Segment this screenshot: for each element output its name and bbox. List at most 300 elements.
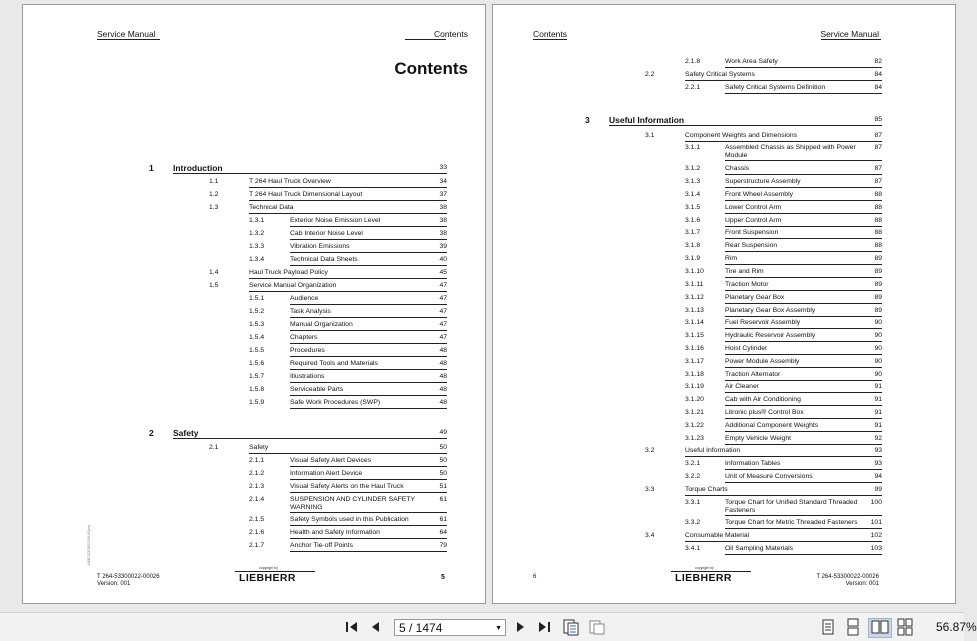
toc-entry-number: 3.3 [645, 486, 655, 493]
toc-entry[interactable] [585, 519, 882, 529]
toc-entry-rule [290, 226, 447, 227]
toc-entry[interactable] [149, 269, 447, 279]
toc-entry[interactable] [149, 386, 447, 396]
toc-entry-number: 3.1 [645, 132, 655, 139]
toc-entry[interactable] [585, 447, 882, 457]
toc-entry-number: 1.5.8 [249, 386, 265, 393]
page-number: 5 [441, 574, 445, 581]
toc-entry-page: 88 [874, 229, 882, 236]
toc-entry[interactable] [585, 409, 882, 419]
toc-entry[interactable] [585, 383, 882, 393]
toc-entry-page: 48 [439, 360, 447, 367]
toc-entry-title: Cab with Air Conditioning [725, 396, 801, 403]
toc-entry-number: 1.5.6 [249, 360, 265, 367]
toc-entry-rule [725, 554, 882, 555]
toc-entry-rule [685, 141, 882, 142]
toc-entry-number: 3 [585, 115, 590, 125]
toc-entry-number: 3.3.1 [685, 499, 701, 506]
toc-entry-title: Safe Work Procedures (SWP) [290, 399, 381, 406]
toc-entry-rule [725, 482, 882, 483]
toc-entry-page: 93 [874, 460, 882, 467]
toc-entry-page: 40 [439, 256, 447, 263]
toc-entry-title: Visual Safety Alert Devices [290, 457, 372, 464]
toc-entry-rule [725, 380, 882, 381]
toc-entry-page: 87 [874, 144, 882, 151]
toc-entry[interactable] [585, 191, 882, 201]
thumbnails-icon[interactable] [562, 618, 580, 636]
toc-entry-number: 3.1.23 [685, 435, 704, 442]
toc-entry-title: Task Analysis [290, 308, 331, 315]
doc-version: Version: 001 [97, 581, 131, 587]
toc-entry-rule [290, 369, 447, 370]
liebherr-logo: LIEBHERR [675, 572, 732, 584]
toc-entry[interactable] [585, 294, 882, 304]
toc-entry[interactable] [585, 345, 882, 355]
toc-entry-number: 3.1.9 [685, 255, 701, 262]
toc-entry[interactable] [585, 358, 882, 368]
doc-number: T 264-53300022-00026 [97, 574, 160, 580]
toc-entry-number: 3.1.5 [685, 204, 701, 211]
toc-entry[interactable] [149, 256, 447, 266]
toc-entry-page: 103 [870, 545, 882, 552]
toc-entry-rule [249, 187, 447, 188]
toc-entry-number: 2.1.4 [249, 496, 265, 503]
toc-entry-page: 87 [874, 132, 882, 139]
toc-entry-title: Technical Data Sheets [290, 256, 358, 263]
toc-entry-title: Air Cleaner [725, 383, 759, 390]
toc-entry[interactable] [149, 516, 447, 526]
toc-entry-title: Serviceable Parts [290, 386, 344, 393]
document-page-5 [22, 4, 486, 604]
header-rule [97, 39, 160, 40]
toc-entry-rule [290, 525, 447, 526]
first-page-icon[interactable] [344, 618, 360, 636]
toc-entry-number: 3.2 [645, 447, 655, 454]
toc-entry-title: Front Wheel Assembly [725, 191, 793, 198]
toc-entry-number: 1.5.1 [249, 295, 265, 302]
toc-entry-rule [725, 367, 882, 368]
toc-entry-title: Component Weights and Dimensions [685, 132, 798, 139]
toc-entry-page: 50 [439, 457, 447, 464]
toc-entry-number: 3.1.22 [685, 422, 704, 429]
toc-entry-rule [725, 226, 882, 227]
toc-entry-number: 2.1.3 [249, 483, 265, 490]
toc-entry[interactable] [149, 334, 447, 344]
toc-entry[interactable] [149, 230, 447, 240]
toc-entry-rule [173, 438, 447, 439]
toc-entry-rule [725, 67, 882, 68]
toc-entry-rule [290, 479, 447, 480]
toc-entry-number: 1.5.2 [249, 308, 265, 315]
toc-entry[interactable] [149, 295, 447, 305]
toc-entry-page: 51 [439, 483, 447, 490]
toc-entry-title: Chassis [725, 165, 750, 172]
toc-entry[interactable] [149, 347, 447, 357]
page-number-value: 5 / 1474 [399, 621, 443, 635]
page-header-left: Service Manual [97, 29, 156, 39]
toc-entry-number: 1.5.7 [249, 373, 265, 380]
toc-entry-title: Illustrations [290, 373, 325, 380]
toc-entry-number: 3.1.13 [685, 307, 704, 314]
toc-entry-rule [290, 343, 447, 344]
toc-entry-page: 84 [874, 71, 882, 78]
toc-entry-page: 90 [874, 371, 882, 378]
continuous-icon[interactable] [845, 618, 861, 636]
toc-entry-rule [725, 303, 882, 304]
header-rule [405, 39, 446, 40]
toc-entry-page: 84 [874, 84, 882, 91]
toc-entry-rule [609, 125, 882, 126]
toc-entry[interactable] [149, 282, 447, 292]
toc-entry[interactable] [585, 473, 882, 483]
toc-entry[interactable] [585, 371, 882, 381]
toc-entry-page: 37 [439, 191, 447, 198]
toc-entry-number: 3.1.18 [685, 371, 704, 378]
toc-entry-rule [249, 291, 447, 292]
toc-entry-rule [725, 213, 882, 214]
page-number: 6 [533, 574, 537, 580]
toc-entry-rule [290, 538, 447, 539]
toc-entry[interactable] [585, 532, 882, 542]
toc-entry-title: Introduction [173, 163, 223, 173]
toc-entry-number: 1.5.3 [249, 321, 265, 328]
toc-entry-title: Lower Control Arm [725, 204, 782, 211]
toc-entry-page: 91 [874, 409, 882, 416]
toc-entry-rule [290, 492, 447, 493]
toc-entry-rule [249, 278, 447, 279]
toc-entry-title: Service Manual Organization [249, 282, 337, 289]
toc-entry-rule [290, 265, 447, 266]
toc-entry-number: 1 [149, 163, 154, 173]
toc-entry[interactable] [149, 444, 447, 454]
toc-entry-page: 33 [439, 164, 447, 171]
toc-entry-title: Fuel Reservoir Assembly [725, 319, 801, 326]
rotate-icon[interactable] [588, 618, 606, 636]
toc-entry[interactable] [585, 435, 882, 445]
toc-entry-page: 47 [439, 334, 447, 341]
toc-entry-number: 3.1.7 [685, 229, 701, 236]
toc-entry-title: Planetary Gear Box [725, 294, 785, 301]
document-page-6 [492, 4, 956, 604]
toc-entry-page: 85 [874, 116, 882, 123]
toc-entry-rule [725, 444, 882, 445]
toc-entry-number: 3.1.21 [685, 409, 704, 416]
liebherr-logo: LIEBHERR [239, 572, 296, 584]
toc-entry-page: 82 [874, 58, 882, 65]
toc-entry-title: Hydraulic Reservoir Assembly [725, 332, 816, 339]
toc-entry[interactable] [585, 422, 882, 432]
toc-entry[interactable] [149, 163, 447, 174]
toc-entry-title: Exterior Noise Emission Level [290, 217, 381, 224]
toc-entry-number: 3.3.2 [685, 519, 701, 526]
toc-entry-rule [290, 466, 447, 467]
toc-entry-number: 1.5.9 [249, 399, 265, 406]
toc-entry-number: 2.2 [645, 71, 655, 78]
toc-entry[interactable] [149, 243, 447, 253]
toc-entry[interactable] [585, 307, 882, 317]
toc-entry[interactable] [149, 399, 447, 409]
toc-entry-number: 1.3.2 [249, 230, 265, 237]
toc-entry-rule [290, 512, 447, 513]
toc-entry[interactable] [149, 483, 447, 493]
toc-entry-page: 34 [439, 178, 447, 185]
toc-entry-rule [290, 395, 447, 396]
toc-entry-rule [290, 408, 447, 409]
toc-entry-page: 88 [874, 191, 882, 198]
toc-entry-page: 87 [874, 165, 882, 172]
toc-entry-number: 2.2.1 [685, 84, 701, 91]
previous-page-icon[interactable] [368, 618, 384, 636]
toc-entry[interactable] [585, 332, 882, 342]
toc-entry-page: 102 [870, 532, 882, 539]
single-page-icon[interactable] [820, 618, 836, 636]
toc-entry-rule [725, 418, 882, 419]
toc-entry[interactable] [585, 58, 882, 68]
toc-entry-rule [725, 200, 882, 201]
toc-entry[interactable] [585, 499, 882, 516]
toc-entry-title: Oil Sampling Materials [725, 545, 793, 552]
toc-entry-page: 48 [439, 347, 447, 354]
toc-entry-title: Audience [290, 295, 319, 302]
toc-entry-rule [290, 317, 447, 318]
toc-entry-page: 61 [439, 496, 447, 503]
toc-entry-rule [249, 200, 447, 201]
toc-entry[interactable] [149, 321, 447, 331]
toc-entry-number: 3.1.11 [685, 281, 704, 288]
toc-entry-title: Technical Data [249, 204, 294, 211]
toc-entry-page: 99 [874, 486, 882, 493]
page-header-right: Service Manual [820, 29, 879, 39]
page-header-left: Contents [533, 29, 568, 39]
toc-entry-page: 88 [874, 217, 882, 224]
continuous-facing-icon[interactable] [896, 618, 914, 636]
toc-entry-number: 2.1.7 [249, 542, 265, 549]
toc-entry-page: 91 [874, 396, 882, 403]
toc-entry[interactable] [149, 428, 447, 439]
toc-entry-page: 48 [439, 373, 447, 380]
toc-entry-title: T 264 Haul Truck Overview [249, 178, 331, 185]
toc-entry-title: Torque Chart for Unified Standard Threaded Fasteners [725, 499, 858, 514]
toc-entry-page: 47 [439, 295, 447, 302]
toc-entry-page: 90 [874, 332, 882, 339]
toc-entry-rule [725, 160, 882, 161]
toc-entry[interactable] [149, 308, 447, 318]
toc-entry-page: 94 [874, 473, 882, 480]
toc-entry-title: Useful Information [609, 115, 685, 125]
toc-entry-rule [725, 251, 882, 252]
facing-pages-icon[interactable] [868, 618, 892, 638]
toc-entry-rule [290, 382, 447, 383]
toc-entry-page: 89 [874, 281, 882, 288]
toc-entry-title: Anchor Tie-off Points [290, 542, 353, 549]
toc-entry-rule [725, 431, 882, 432]
toc-entry[interactable] [585, 132, 882, 142]
toc-entry[interactable] [149, 204, 447, 214]
toc-entry[interactable] [585, 229, 882, 239]
toc-entry[interactable] [149, 470, 447, 480]
toc-entry-number: 1.2 [209, 191, 219, 198]
doc-number: T 264-53300022-00026 [816, 574, 879, 580]
toc-entry[interactable] [585, 115, 882, 126]
toc-entry-number: 3.1.2 [685, 165, 701, 172]
toc-entry-title: Procedures [290, 347, 325, 354]
toc-entry-rule [725, 354, 882, 355]
toc-entry-title: Rear Suspension [725, 242, 778, 249]
toc-entry-page: 89 [874, 268, 882, 275]
page-header-right: Contents [433, 29, 468, 39]
toc-entry-rule [725, 469, 882, 470]
page-title: Contents [394, 59, 468, 78]
toc-entry-page: 91 [874, 422, 882, 429]
toc-entry-title: Vibration Emissions [290, 243, 350, 250]
toc-entry-page: 49 [439, 429, 447, 436]
toc-entry-rule [725, 328, 882, 329]
toc-entry-page: 45 [439, 269, 447, 276]
toc-entry-rule [290, 252, 447, 253]
toc-entry[interactable] [585, 165, 882, 175]
toc-entry-number: 2.1.8 [685, 58, 701, 65]
toc-entry-title: Litronic plus® Control Box [725, 409, 804, 416]
toc-entry-rule [725, 405, 882, 406]
toc-entry[interactable] [585, 144, 882, 161]
toc-entry-page: 88 [874, 204, 882, 211]
toc-entry-title: Tire and Rim [725, 268, 764, 275]
next-page-icon[interactable] [512, 618, 528, 636]
toc-entry-number: 3.1.10 [685, 268, 704, 275]
toc-entry-number: 1.3.4 [249, 256, 265, 263]
toc-entry-page: 89 [874, 255, 882, 262]
toc-entry-number: 2.1.6 [249, 529, 265, 536]
toc-entry-title: Safety Critical Systems Definition [725, 84, 826, 91]
toc-entry-number: 1.3.1 [249, 217, 265, 224]
toc-entry-rule [725, 174, 882, 175]
toc-entry-page: 93 [874, 447, 882, 454]
toc-entry[interactable] [585, 268, 882, 278]
toc-entry-number: 3.2.2 [685, 473, 701, 480]
page-number-field[interactable] [394, 619, 506, 636]
toc-entry-page: 92 [874, 435, 882, 442]
last-page-icon[interactable] [536, 618, 552, 636]
toc-entry-title: Upper Control Arm [725, 217, 782, 224]
toc-entry-rule [290, 304, 447, 305]
toc-entry-number: 3.4.1 [685, 545, 701, 552]
toc-entry-rule [685, 456, 882, 457]
toc-entry-title: Additional Component Weights [725, 422, 819, 429]
toc-entry[interactable] [585, 396, 882, 406]
toc-entry-title: Information Tables [725, 460, 781, 467]
toc-entry[interactable] [585, 217, 882, 227]
toc-entry[interactable] [585, 281, 882, 291]
toc-entry-title: Traction Motor [725, 281, 769, 288]
toc-entry[interactable] [149, 217, 447, 227]
toc-entry-number: 3.1.12 [685, 294, 704, 301]
toc-entry-page: 100 [870, 499, 882, 506]
toc-entry-page: 79 [439, 542, 447, 549]
toc-entry-number: 3.2.1 [685, 460, 701, 467]
toc-entry-title: Traction Alternator [725, 371, 781, 378]
toc-entry-title: Safety [173, 428, 199, 438]
toc-entry-page: 88 [874, 242, 882, 249]
toc-entry-page: 50 [439, 470, 447, 477]
toc-entry-page: 101 [870, 519, 882, 526]
toc-entry-rule [725, 277, 882, 278]
toc-entry-rule [725, 515, 882, 516]
toc-entry-title: Rim [725, 255, 738, 262]
side-code: LWE/12315012/04-04(en) [87, 524, 91, 565]
toc-entry-title: Power Module Assembly [725, 358, 800, 365]
toc-entry[interactable] [149, 496, 447, 513]
toc-entry-title: Front Suspension [725, 229, 779, 236]
toc-entry-title: Safety [249, 444, 269, 451]
toc-entry[interactable] [585, 545, 882, 555]
toc-entry-number: 2.1 [209, 444, 219, 451]
toc-entry-number: 3.1.8 [685, 242, 701, 249]
copyright-text: copyright by [695, 566, 714, 570]
toc-entry[interactable] [585, 255, 882, 265]
toc-entry[interactable] [585, 319, 882, 329]
toc-entry-number: 2.1.2 [249, 470, 265, 477]
toc-entry[interactable] [149, 529, 447, 539]
toc-entry[interactable] [585, 460, 882, 470]
toc-entry-number: 3.1.3 [685, 178, 701, 185]
toc-entry-title: Haul Truck Payload Policy [249, 269, 328, 276]
toc-entry[interactable] [149, 457, 447, 467]
toc-entry-rule [725, 187, 882, 188]
toc-entry-number: 3.1.1 [685, 144, 701, 151]
toc-entry-title: Information Alert Device [290, 470, 363, 477]
toc-entry-rule [685, 80, 882, 81]
header-rule [533, 39, 567, 40]
toc-entry-number: 1.5.4 [249, 334, 265, 341]
toc-entry[interactable] [149, 373, 447, 383]
toc-entry[interactable] [149, 360, 447, 370]
toc-entry[interactable] [585, 242, 882, 252]
toc-entry-number: 1.3.3 [249, 243, 265, 250]
toc-entry-page: 90 [874, 358, 882, 365]
toc-entry-rule [685, 541, 882, 542]
toc-entry[interactable] [585, 71, 882, 81]
toc-entry[interactable] [585, 178, 882, 188]
toc-entry-rule [290, 356, 447, 357]
toc-entry[interactable] [149, 191, 447, 201]
toc-entry[interactable] [585, 84, 882, 94]
toc-entry-title: Safety Critical Systems [685, 71, 755, 78]
toc-entry-rule [249, 453, 447, 454]
header-rule [821, 39, 881, 40]
zoom-level[interactable]: 56.87% [936, 620, 977, 634]
toc-entry-page: 38 [439, 217, 447, 224]
toc-entry-number: 3.1.20 [685, 396, 704, 403]
toc-entry[interactable] [585, 204, 882, 214]
toc-entry-page: 61 [439, 516, 447, 523]
toc-entry[interactable] [585, 486, 882, 496]
toc-entry-page: 48 [439, 386, 447, 393]
toc-entry-title: Manual Organization [290, 321, 353, 328]
toc-entry-page: 90 [874, 345, 882, 352]
toc-entry-rule [290, 551, 447, 552]
chevron-down-icon[interactable]: ▼ [495, 625, 502, 632]
toc-entry-title: SUSPENSION AND CYLINDER SAFETY WARNING [290, 496, 415, 511]
toc-entry-title: T 264 Haul Truck Dimensional Layout [249, 191, 363, 198]
toc-entry-title: Chapters [290, 334, 318, 341]
toc-entry-rule [725, 93, 882, 94]
toc-entry-page: 48 [439, 399, 447, 406]
toc-entry[interactable] [149, 178, 447, 188]
toc-entry-page: 87 [874, 178, 882, 185]
toc-entry-title: Torque Chart for Metric Threaded Fasteners [725, 519, 858, 526]
toc-entry[interactable] [149, 542, 447, 552]
toc-entry-title: Consumable Material [685, 532, 750, 539]
